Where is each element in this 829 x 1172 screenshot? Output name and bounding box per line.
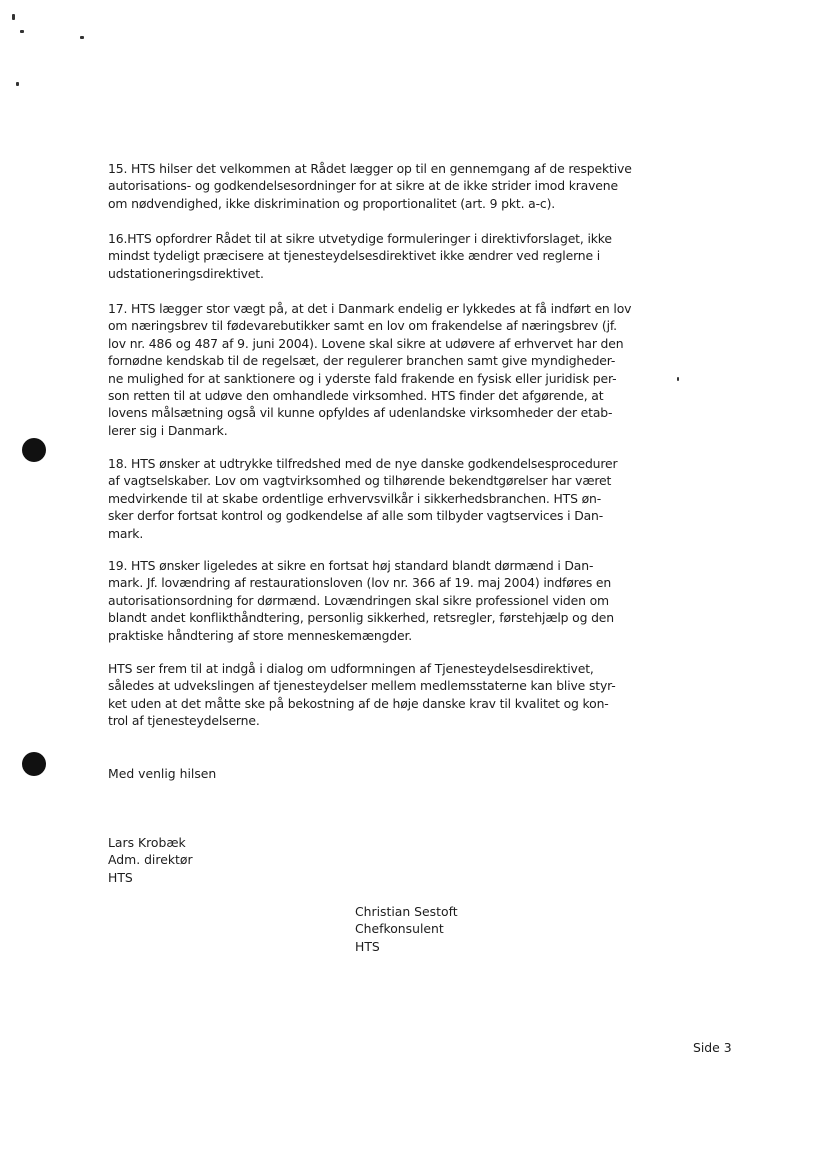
scan-speck: [16, 82, 19, 86]
text-line: son retten til at udøve den omhandlede virksomhed. HTS finder det afgørende, at: [108, 388, 604, 404]
text-line: mark. Jf. lovændring af restaurationsloven (lov nr. 366 af 19. maj 2004) indføres en: [108, 575, 612, 591]
text-line: lov nr. 486 og 487 af 9. juni 2004). Lovene skal sikre at udøvere af erhvervet har den: [108, 335, 624, 351]
text-line: autorisations- og godkendelsesordninger for at sikre at de ikke strider imod kravene: [108, 178, 618, 194]
text-line: autorisationsordning for dørmænd. Lovændringen skal sikre professionel viden om: [108, 592, 609, 608]
text-line: blandt andet konflikthåndtering, personlig sikkerhed, retsregler, førstehjælp og den: [108, 610, 614, 626]
text-line: fornødne kendskab til de regelsæt, der regulerer branchen samt give myndigheder-: [108, 353, 616, 369]
text-line: af vagtselskaber. Lov om vagtvirksomhed og tilhørende bekendtgørelser har været: [108, 473, 612, 489]
text-line: lerer sig i Danmark.: [108, 422, 228, 438]
text-line: 17. HTS lægger stor vægt på, at det i Danmark endelig er lykkedes at få indført en lov: [108, 301, 632, 316]
punch-hole-top: [22, 438, 46, 462]
text-line: ne mulighed for at sanktionere og i yderste fald frakende en fysisk eller juridisk per-: [108, 370, 617, 386]
text-line: lovens målsætning også vil kunne opfyldes af udenlandske virksomheder der etab-: [108, 405, 613, 421]
paragraph-17: [108, 300, 632, 439]
text-line: 18. HTS ønsker at udtrykke tilfredshed med de nye danske godkendelsesprocedurer: [108, 456, 618, 471]
scan-speck: [12, 14, 15, 20]
signatory-org: HTS: [108, 869, 133, 885]
text-line: mindst tydeligt præcisere at tjenesteydelsesdirektivet ikke ændrer ved reglerne i: [108, 248, 601, 264]
paragraph-18: [108, 455, 618, 542]
signatory-title: Chefkonsulent: [355, 921, 444, 937]
scan-speck: [677, 377, 679, 381]
text-line: om næringsbrev til fødevarebutikker samt en lov om frakendelse af næringsbrev (jf.: [108, 318, 617, 334]
punch-hole-bottom: [22, 752, 46, 776]
scan-speck: [20, 30, 24, 33]
text-line: 16.HTS opfordrer Rådet til at sikre utvetydige formuleringer i direktivforslaget, ikke: [108, 231, 612, 246]
greeting: [108, 765, 216, 782]
text-line: 19. HTS ønsker ligeledes at sikre en fortsat høj standard blandt dørmænd i Dan-: [108, 558, 594, 573]
signatory-title: Adm. direktør: [108, 852, 193, 868]
closing-paragraph: [108, 660, 616, 730]
paragraph-19: [108, 557, 612, 644]
paragraph-16: [108, 230, 612, 282]
text-line: således at udvekslingen af tjenesteydelser mellem medlemsstaterne kan blive styr-: [108, 678, 616, 694]
text-line: om nødvendighed, ikke diskrimination og proportionalitet (art. 9 pkt. a-c).: [108, 195, 556, 211]
signatory-name: Lars Krobæk: [108, 835, 186, 850]
signature-block-1: [108, 834, 193, 886]
paragraph-15: [108, 160, 632, 212]
signatory-org: HTS: [355, 938, 380, 954]
greeting-text: Med venlig hilsen: [108, 766, 217, 781]
text-line: 15. HTS hilser det velkommen at Rådet lægger op til en gennemgang af de respektive: [108, 161, 632, 176]
text-line: sker derfor fortsat kontrol og godkendelse af alle som tilbyder vagtservices i Dan-: [108, 508, 604, 524]
text-line: mark.: [108, 525, 144, 541]
signatory-name: Christian Sestoft: [355, 904, 458, 919]
text-line: praktiske håndtering af store menneskemængder.: [108, 627, 413, 643]
text-line: udstationeringsdirektivet.: [108, 265, 264, 281]
text-line: ket uden at det måtte ske på bekostning af de høje danske krav til kvalitet og kon-: [108, 695, 609, 711]
scan-speck: [80, 36, 84, 39]
text-line: medvirkende til at skabe ordentlige erhvervsvilkår i sikkerhedsbranchen. HTS øn-: [108, 490, 602, 506]
page-number: Side 3: [693, 1040, 732, 1055]
text-line: trol af tjenesteydelserne.: [108, 713, 260, 729]
text-line: HTS ser frem til at indgå i dialog om udformningen af Tjenesteydelsesdirektivet,: [108, 661, 594, 676]
signature-block-2: [355, 903, 458, 955]
